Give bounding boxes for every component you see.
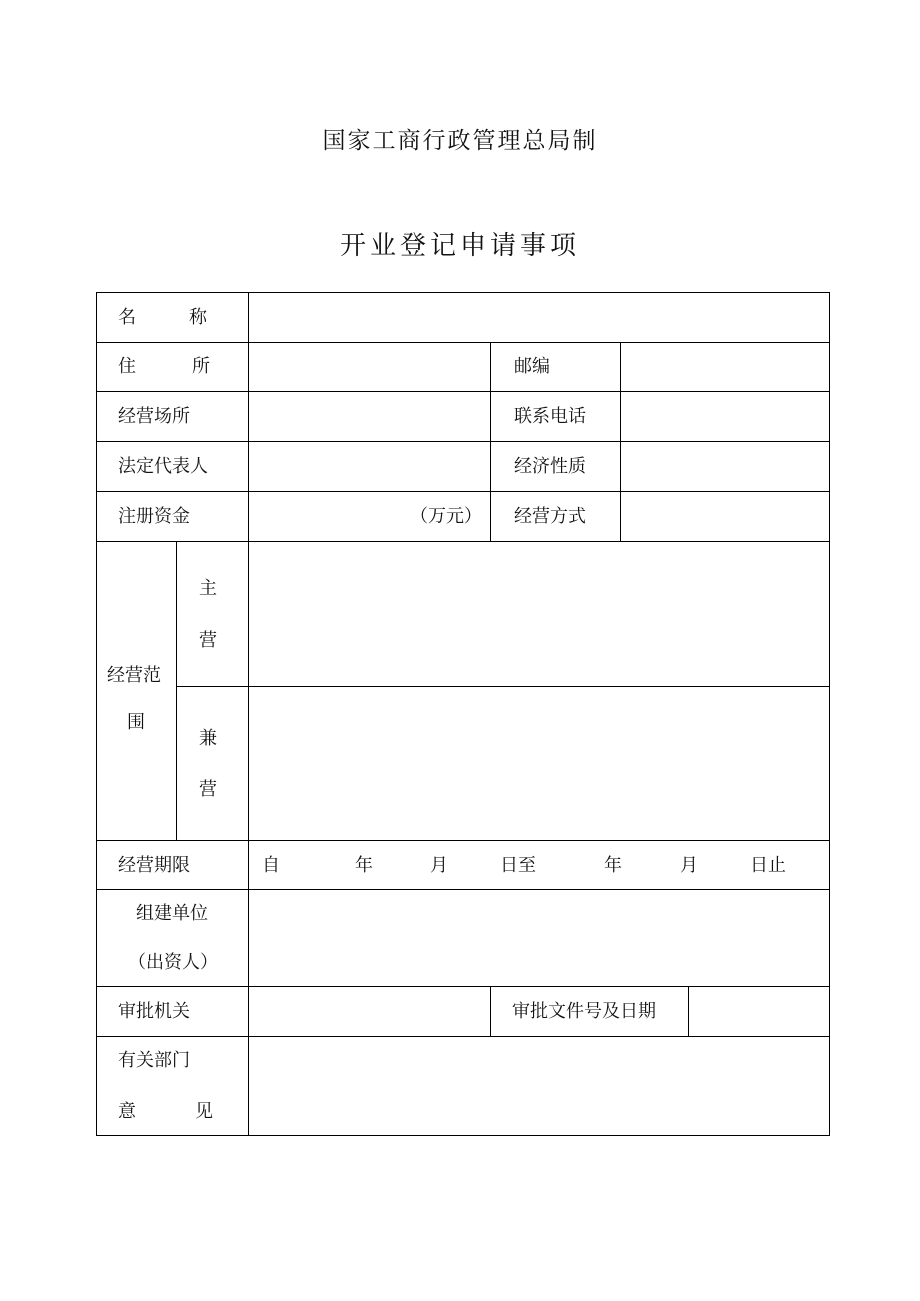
period-end-day-label: 日止 [750,855,786,876]
business-site-label: 经营场所 [118,406,190,427]
approval-authority-field[interactable] [250,988,489,1035]
founding-unit-label-line1: 组建单位 [136,903,208,924]
dept-opinion-field[interactable] [250,1038,828,1134]
approval-doc-label: 审批文件号及日期 [512,1001,656,1022]
main-business-label-char2: 营 [199,630,217,651]
economic-nature-label: 经济性质 [514,456,586,477]
issuing-agency: 国家工商行政管理总局制 [322,128,598,154]
dept-opinion-label-char1: 意 [118,1101,136,1122]
period-label: 经营期限 [118,855,190,876]
main-business-field[interactable] [250,543,828,685]
business-mode-field[interactable] [622,493,828,540]
phone-label: 联系电话 [514,406,586,427]
economic-nature-field[interactable] [622,443,828,490]
address-label-char1: 住 [118,356,136,377]
form-title: 开业登记申请事项 [339,231,580,261]
founding-unit-field[interactable] [250,891,828,985]
period-end-month-label: 月 [680,855,698,876]
capital-label: 注册资金 [118,506,190,527]
postcode-label: 邮编 [514,356,550,377]
business-mode-label: 经营方式 [514,506,586,527]
business-site-field[interactable] [250,393,489,440]
name-label-char2: 称 [189,307,207,328]
period-from-label: 自 [262,855,280,876]
address-label-char2: 所 [192,356,210,377]
name-field[interactable] [250,294,828,341]
approval-authority-label: 审批机关 [118,1001,190,1022]
period-start-month-label: 月 [430,855,448,876]
main-business-label-char1: 主 [199,578,217,599]
postcode-field[interactable] [622,344,828,390]
name-label-char1: 名 [118,307,136,328]
side-business-label-char1: 兼 [199,728,217,749]
capital-field[interactable] [250,493,410,540]
side-business-field[interactable] [250,688,828,839]
scope-label-line2: 围 [127,712,145,733]
dept-opinion-label-line1: 有关部门 [118,1050,190,1071]
scope-label-line1: 经营范 [107,665,161,686]
side-business-label-char2: 营 [199,779,217,800]
founding-unit-label-line2: （出资人） [128,952,218,973]
period-start-day-to-label: 日至 [500,855,536,876]
period-start-year-label: 年 [355,855,373,876]
address-field[interactable] [250,344,489,390]
dept-opinion-label-char2: 见 [195,1101,213,1122]
phone-field[interactable] [622,393,828,440]
capital-unit-label: （万元） [410,506,482,527]
approval-doc-field[interactable] [690,988,828,1035]
legal-rep-field[interactable] [250,443,489,490]
period-end-year-label: 年 [604,855,622,876]
legal-rep-label: 法定代表人 [118,456,208,477]
